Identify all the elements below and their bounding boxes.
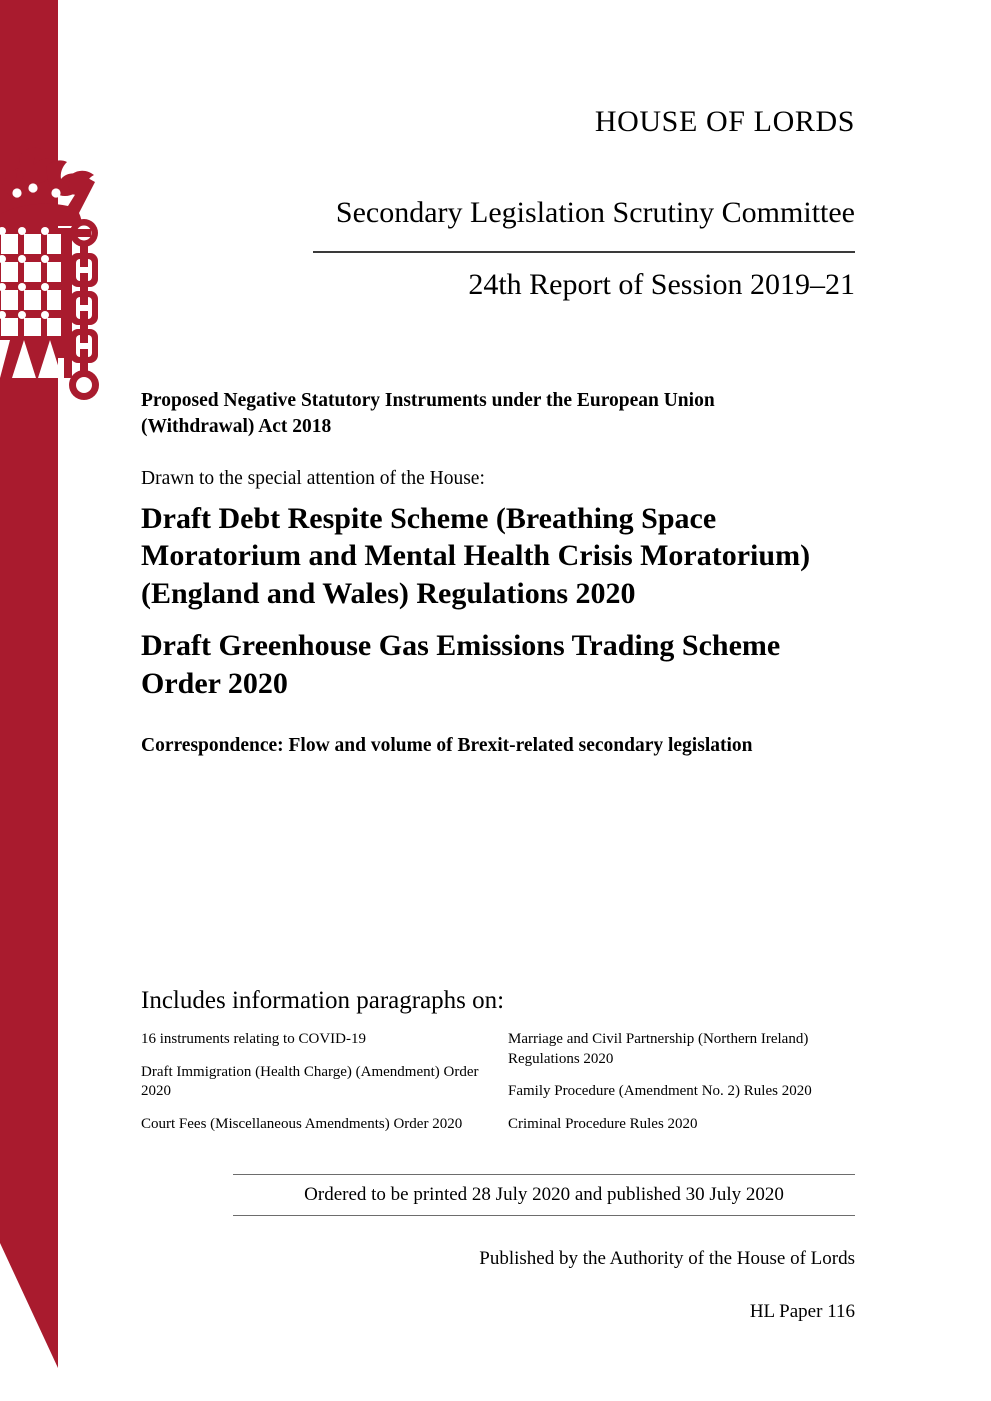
committee-name: Secondary Legislation Scrutiny Committee [335,196,855,229]
crowned-portcullis-icon [0,148,99,400]
report-session: 24th Report of Session 2019–21 [468,268,855,301]
includes-information-block [141,986,861,1147]
correspondence-heading: Correspondence: Flow and volume of Brexit-related secondary legislation [141,734,753,756]
includes-column-left [141,1030,508,1147]
includes-columns [141,1030,861,1147]
published-by-authority: Published by the Authority of the House of Lords [479,1247,855,1269]
header-divider-rule [313,251,855,253]
paper-number: HL Paper 116 [749,1300,855,1322]
cover-footer [233,1174,855,1323]
list-item: Draft Immigration (Health Charge) (Amendment) Order 2020 [141,1063,479,1099]
footer-divider-rule-bottom [233,1215,855,1216]
house-of-lords-title: HOUSE OF LORDS [594,105,855,138]
list-item: Marriage and Civil Partnership (Northern Ireland) Regulations 2020 [508,1031,809,1067]
list-item: 16 instruments relating to COVID-19 [141,1031,366,1047]
list-item: Criminal Procedure Rules 2020 [508,1115,698,1132]
instrument-title: Draft Greenhouse Gas Emissions Trading Scheme Order 2020 [141,628,781,700]
includes-heading: Includes information paragraphs on: [141,987,505,1014]
ordered-to-be-printed: Ordered to be printed 28 July 2020 and published 30 July 2020 [304,1184,784,1205]
spine-band-with-emblem [0,0,160,1401]
cover-body-column [141,388,855,759]
red-spine-band [0,0,58,1368]
includes-column-right [508,1030,861,1147]
drawn-to-attention-label: Drawn to the special attention of the House: [141,468,485,490]
list-item: Court Fees (Miscellaneous Amendments) Order 2020 [141,1115,463,1132]
instrument-title: Draft Debt Respite Scheme (Breathing Space Moratorium and Mental Health Crisis Moratorium) (England and Wales) Regulations 2020 [141,501,811,611]
list-item: Family Procedure (Amendment No. 2) Rules 2020 [508,1083,812,1099]
subject-heading: Proposed Negative Statutory Instruments under the European Union (Withdrawal) Act 2018 [141,390,715,438]
